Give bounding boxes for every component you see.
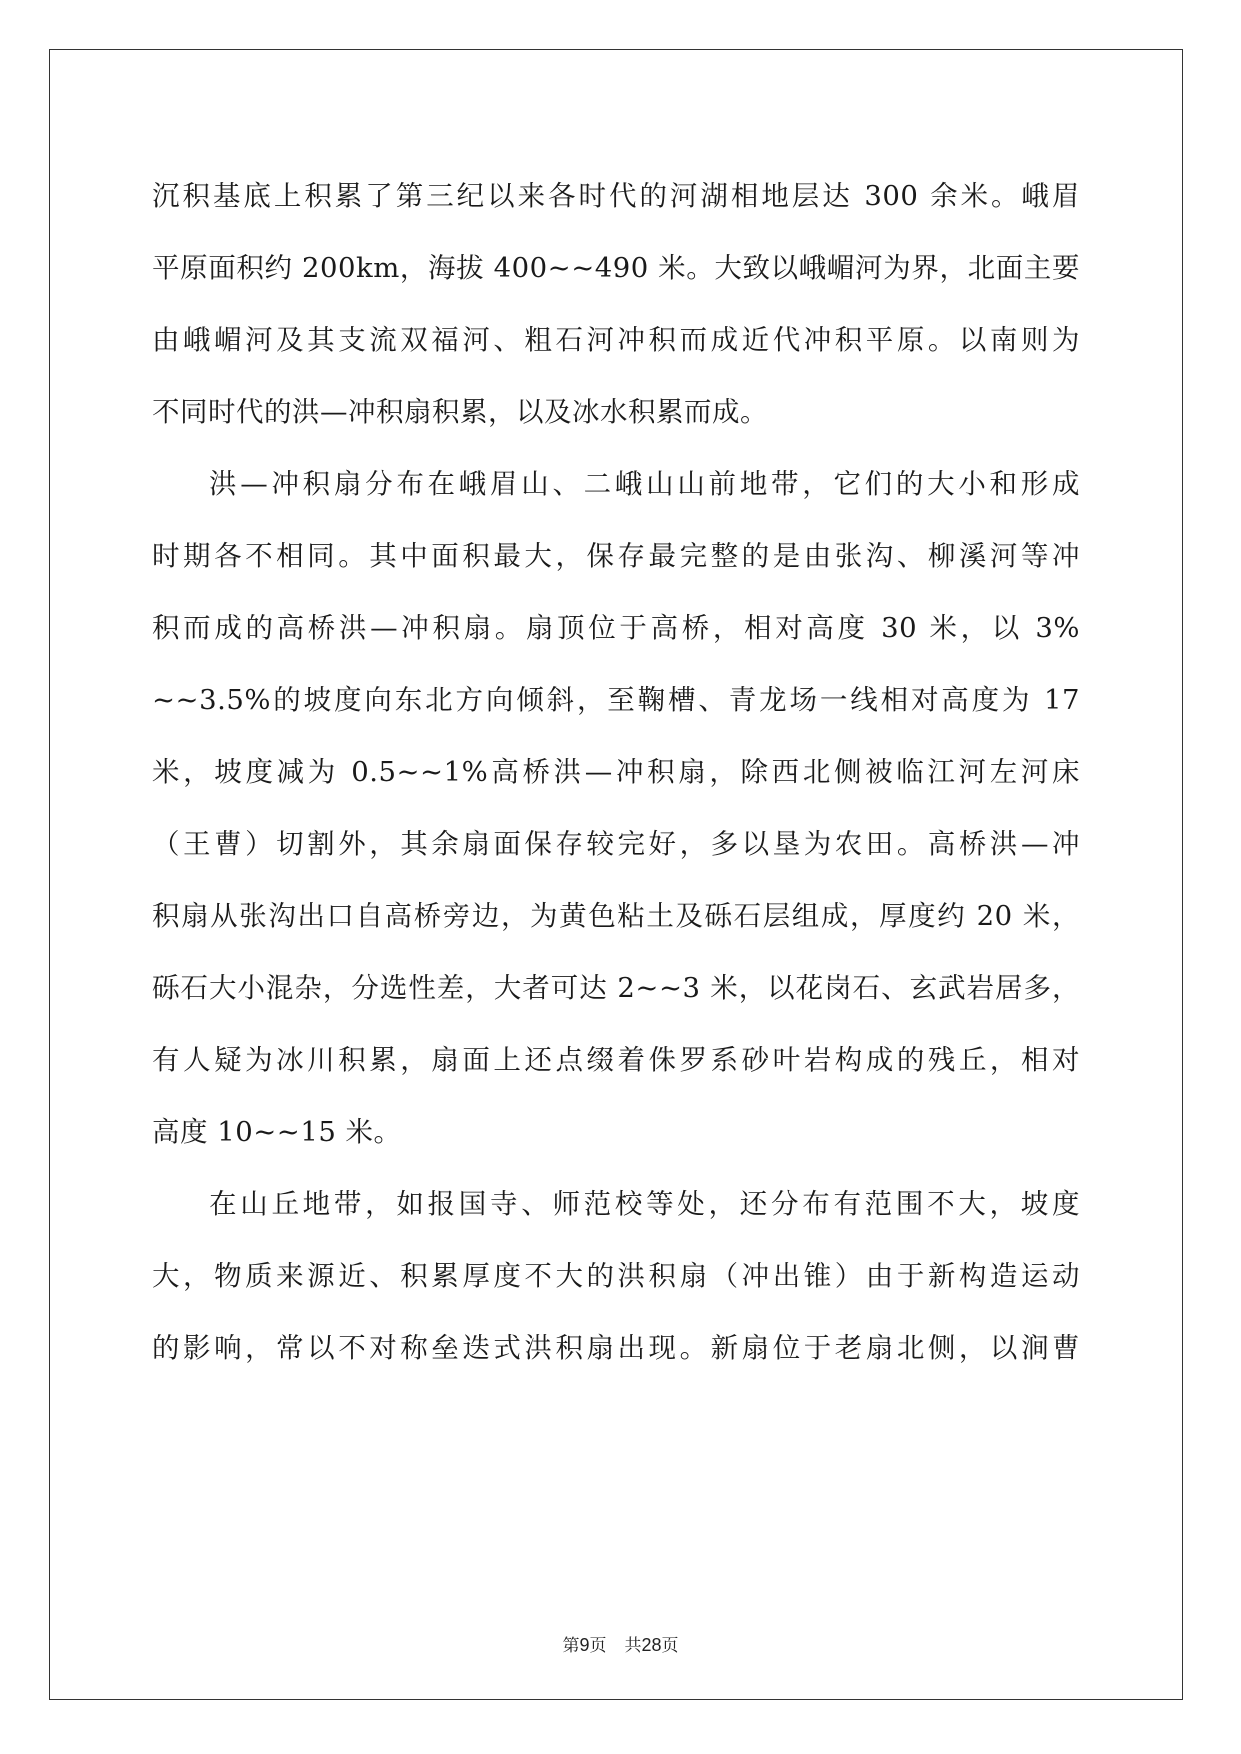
total-pages: 28 [641,1635,662,1655]
text-line: 高度 10~~15 米。 [152,1116,402,1148]
text-line: 平原面积约 200km，海拔 400~~490 米。大致以峨嵋河为界，北面主要 [152,252,1080,284]
text-line: 在山丘地带，如报国寺、师范校等处，还分布有范围不大，坡度 [209,1188,1080,1220]
page-prefix: 第 [562,1636,580,1656]
text-line: 大，物质来源近、积累厚度不大的洪积扇（冲出锥）由于新构造运动 [152,1260,1080,1292]
page-footer [0,1631,1241,1656]
total-prefix: 共 [624,1636,642,1656]
text-line: 不同时代的洪—冲积扇积累，以及冰水积累而成。 [152,396,768,428]
paragraph-2 [152,448,1080,1168]
text-line: 有人疑为冰川积累，扇面上还点缀着侏罗系砂叶岩构成的残丘，相对 [152,1044,1080,1076]
page-number: 9 [579,1635,590,1655]
paragraph-1 [152,160,1080,448]
text-line: （王曹）切割外，其余扇面保存较完好，多以垦为农田。高桥洪—冲 [152,828,1080,860]
text-line: 积扇从张沟出口自高桥旁边，为黄色粘土及砾石层组成，厚度约 20 米， [152,900,1080,932]
text-line: 的影响，常以不对称垒迭式洪积扇出现。新扇位于老扇北侧，以涧曹 [152,1332,1080,1364]
text-line: 积而成的高桥洪—冲积扇。扇顶位于高桥，相对高度 30 米，以 3% [152,612,1080,644]
text-line: 时期各不相同。其中面积最大，保存最完整的是由张沟、柳溪河等冲 [152,540,1080,572]
total-suffix: 页 [661,1636,679,1656]
page-suffix: 页 [589,1636,607,1656]
text-line: 沉积基底上积累了第三纪以来各时代的河湖相地层达 300 余米。峨眉 [152,180,1080,212]
text-line: 由峨嵋河及其支流双福河、粗石河冲积而成近代冲积平原。以南则为 [152,324,1080,356]
paragraph-3 [152,1168,1080,1384]
text-line: 洪—冲积扇分布在峨眉山、二峨山山前地带，它们的大小和形成 [209,468,1080,500]
text-line: 米，坡度减为 0.5~~1%高桥洪—冲积扇，除西北侧被临江河左河床 [152,756,1080,788]
text-line: 砾石大小混杂，分选性差，大者可达 2~~3 米，以花岗石、玄武岩居多， [152,972,1080,1004]
document-body [152,160,1080,1384]
text-line: ~~3.5%的坡度向东北方向倾斜，至鞠槽、青龙场一线相对高度为 17 [152,684,1080,716]
